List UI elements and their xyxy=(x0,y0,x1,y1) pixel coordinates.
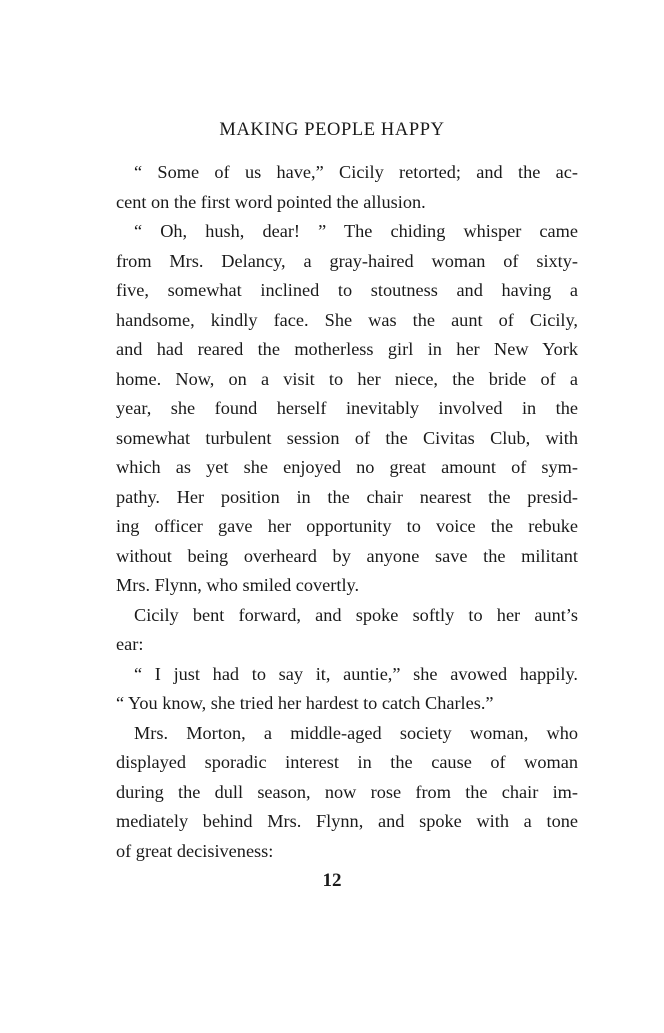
text-line: and had reared the motherless girl in her New York xyxy=(116,339,578,359)
text-line: cent on the first word pointed the allusion. xyxy=(116,191,426,212)
text-line: home. Now, on a visit to her niece, the bride of a xyxy=(116,368,578,389)
text-line: handsome, kindly face. She was the aunt of Cicily, xyxy=(116,309,578,330)
running-head: MAKING PEOPLE HAPPY xyxy=(219,120,445,140)
text-line: ing officer gave her opportunity to voice the rebuke xyxy=(116,516,578,536)
text-line: of great decisiveness: xyxy=(116,840,274,861)
text-line: year, she found herself inevitably involved in the xyxy=(116,398,578,418)
text-line: ear: xyxy=(116,634,144,654)
text-line: “ Some of us have,” Cicily retorted; and the ac- xyxy=(134,162,578,182)
text-line: Mrs. Morton, a middle-aged society woman, who xyxy=(134,722,578,743)
text-line: during the dull season, now rose from the chair im- xyxy=(116,781,578,802)
text-line: Cicily bent forward, and spoke softly to her aunt’s xyxy=(134,604,578,625)
text-line: mediately behind Mrs. Flynn, and spoke with a tone xyxy=(116,811,578,831)
text-line: five, somewhat inclined to stoutness and having a xyxy=(116,280,578,300)
text-line: displayed sporadic interest in the cause of woman xyxy=(116,752,578,772)
text-line: “ Oh, hush, dear! ” The chiding whisper came xyxy=(134,221,578,241)
text-line: somewhat turbulent session of the Civitas Club, with xyxy=(116,427,578,448)
text-line: Mrs. Flynn, who smiled covertly. xyxy=(116,575,360,595)
text-line: pathy. Her position in the chair nearest the presid- xyxy=(116,486,578,507)
body-text xyxy=(116,158,578,866)
text-line: from Mrs. Delancy, a gray-haired woman of sixty- xyxy=(116,250,578,271)
text-line: “ You know, she tried her hardest to catch Charles.” xyxy=(116,693,494,713)
text-line: “ I just had to say it, auntie,” she avowed happily. xyxy=(134,663,578,684)
text-line: which as yet she enjoyed no great amount of sym- xyxy=(116,457,578,477)
text-line: without being overheard by anyone save the militant xyxy=(116,545,578,566)
page-number: 12 xyxy=(322,870,342,891)
